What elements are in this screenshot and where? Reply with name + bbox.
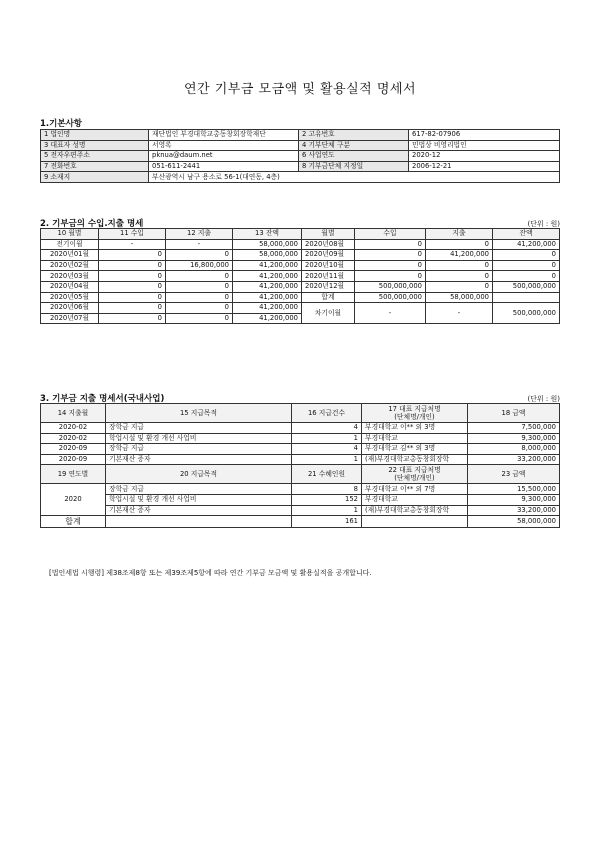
- table-row: [41, 444, 560, 455]
- amount-cell: 15,500,000: [468, 484, 560, 495]
- expense-cell: 0: [166, 250, 233, 261]
- header-cell: 18 금액: [468, 404, 560, 423]
- recipient-cell: 부경대학교 이** 외 7명: [362, 484, 468, 495]
- count-cell: 152: [292, 494, 362, 505]
- count-cell: 4: [292, 423, 362, 434]
- value-cell: 2020-12: [409, 151, 560, 162]
- recipient-cell: (재)부경대학교총동창회장학: [362, 454, 468, 465]
- address-cell: 부산광역시 남구 용소로 56-1(대연동, 4층): [149, 172, 560, 183]
- value-cell: 2006-12-21: [409, 161, 560, 172]
- month-cell: 2020년12월: [302, 281, 355, 292]
- amount-cell: 7,500,000: [468, 423, 560, 434]
- balance-cell: 0: [493, 260, 560, 271]
- header-cell: 잔액: [493, 229, 560, 240]
- count-cell: 161: [292, 516, 362, 528]
- header-row: [41, 404, 560, 423]
- month-cell: 2020년11월: [302, 271, 355, 282]
- balance-cell: 41,200,000: [233, 313, 302, 324]
- expenditure-table: [40, 403, 560, 528]
- header-cell: 15 지급목적: [106, 404, 292, 423]
- label-cell: 7 전화번호: [41, 161, 149, 172]
- empty-cell: [362, 516, 468, 528]
- total-label-cell: 합계: [41, 516, 106, 528]
- header-cell: 11 수입: [99, 229, 166, 240]
- header-cell: 10 월별: [41, 229, 99, 240]
- balance-cell: 41,200,000: [493, 239, 560, 250]
- total-label-cell: 합계: [302, 292, 355, 303]
- legal-note: [법인세법 시행령] 제38조제8항 또는 제39조제5항에 따라 연간 기부금 모금액 및 활용실적을 공개합니다.: [49, 569, 372, 577]
- purpose-cell: 기본재산 증자: [106, 505, 292, 516]
- header-cell: 20 지급목적: [106, 465, 292, 484]
- purpose-cell: 학업시설 및 환경 개선 사업비: [106, 494, 292, 505]
- month-cell: 2020년02월: [41, 260, 99, 271]
- count-cell: 1: [292, 505, 362, 516]
- table-row: [41, 454, 560, 465]
- balance-cell: 0: [493, 250, 560, 261]
- income-expense-table: [40, 228, 560, 324]
- amount-cell: 8,000,000: [468, 444, 560, 455]
- count-cell: 1: [292, 454, 362, 465]
- income-cell: 0: [99, 281, 166, 292]
- count-cell: 1: [292, 433, 362, 444]
- income-cell: 500,000,000: [355, 292, 426, 303]
- table-row: [41, 281, 560, 292]
- table-row: [41, 271, 560, 282]
- month-cell: 2020-09: [41, 444, 106, 455]
- table-row: [41, 151, 560, 162]
- basic-info-table: [40, 129, 560, 183]
- table-row: [41, 130, 560, 141]
- table-row: [41, 250, 560, 261]
- income-cell: 0: [99, 271, 166, 282]
- expense-cell: 0: [166, 292, 233, 303]
- balance-cell: 500,000,000: [493, 281, 560, 292]
- amount-cell: 33,200,000: [468, 505, 560, 516]
- value-cell: 617-82-07906: [409, 130, 560, 141]
- income-cell: -: [355, 303, 426, 324]
- section2-unit: (단위 : 원): [527, 220, 560, 228]
- expense-cell: 41,200,000: [426, 250, 493, 261]
- balance-cell: 58,000,000: [233, 250, 302, 261]
- recipient-cell: 부경대학교: [362, 433, 468, 444]
- month-cell: 2020년07월: [41, 313, 99, 324]
- count-cell: 4: [292, 444, 362, 455]
- purpose-cell: 장학금 지급: [106, 444, 292, 455]
- header-cell: 13 잔액: [233, 229, 302, 240]
- month-cell: 2020년08월: [302, 239, 355, 250]
- section1-heading: 1.기본사항: [40, 119, 82, 129]
- header-cell: 지출: [426, 229, 493, 240]
- value-cell: pknua@daum.net: [149, 151, 299, 162]
- value-cell: 민법상 비영리법인: [409, 140, 560, 151]
- expense-cell: -: [426, 303, 493, 324]
- header-cell: 21 수혜인원: [292, 465, 362, 484]
- recipient-cell: (재)부경대학교총동창회장학: [362, 505, 468, 516]
- table-row: [41, 433, 560, 444]
- page-title: 연간 기부금 모금액 및 활용실적 명세서: [183, 82, 417, 97]
- table-row: [41, 140, 560, 151]
- table-row: [41, 423, 560, 434]
- income-cell: 0: [355, 260, 426, 271]
- balance-cell: 41,200,000: [233, 281, 302, 292]
- header-cell: 월별: [302, 229, 355, 240]
- recipient-cell: 부경대학교 김** 외 3명: [362, 444, 468, 455]
- income-cell: 0: [99, 292, 166, 303]
- header-cell: 22 대표 지급처명 (단체명/개인): [362, 465, 468, 484]
- month-cell: 2020년05월: [41, 292, 99, 303]
- month-cell: 2020년06월: [41, 303, 99, 314]
- label-cell: 1 법인명: [41, 130, 149, 141]
- expense-cell: 0: [166, 271, 233, 282]
- carry-label-cell: 차기이월: [302, 303, 355, 324]
- balance-cell: 41,200,000: [233, 260, 302, 271]
- month-cell: 2020년03월: [41, 271, 99, 282]
- income-cell: 0: [99, 303, 166, 314]
- expense-cell: 0: [426, 271, 493, 282]
- income-cell: 0: [99, 250, 166, 261]
- header-cell: 수입: [355, 229, 426, 240]
- header-cell: 16 지급건수: [292, 404, 362, 423]
- month-cell: 2020-02: [41, 433, 106, 444]
- expense-cell: 16,800,000: [166, 260, 233, 271]
- recipient-cell: 부경대학교: [362, 494, 468, 505]
- recipient-cell: 부경대학교 이** 외 3명: [362, 423, 468, 434]
- label-cell: 6 사업연도: [299, 151, 409, 162]
- label-cell: 3 대표자 성명: [41, 140, 149, 151]
- expense-cell: 0: [426, 281, 493, 292]
- balance-cell: 41,200,000: [233, 292, 302, 303]
- balance-cell: 500,000,000: [493, 303, 560, 324]
- balance-cell: 41,200,000: [233, 271, 302, 282]
- header-cell: 23 금액: [468, 465, 560, 484]
- value-cell: 051-611-2441: [149, 161, 299, 172]
- label-cell: 4 기부단체 구분: [299, 140, 409, 151]
- month-cell: 2020년01월: [41, 250, 99, 261]
- table-row: [41, 239, 560, 250]
- header-cell: 12 지출: [166, 229, 233, 240]
- header-cell: 19 연도별: [41, 465, 106, 484]
- income-cell: 0: [355, 239, 426, 250]
- expense-cell: 58,000,000: [426, 292, 493, 303]
- amount-cell: 9,300,000: [468, 433, 560, 444]
- total-row: [41, 516, 560, 528]
- table-row: [41, 505, 560, 516]
- month-cell: 2020-02: [41, 423, 106, 434]
- expense-cell: 0: [426, 239, 493, 250]
- value-cell: 재단법인 부경대학교총동창회장학재단: [149, 130, 299, 141]
- section3-unit: (단위 : 원): [527, 395, 560, 403]
- expense-cell: -: [166, 239, 233, 250]
- header-cell: 14 지출월: [41, 404, 106, 423]
- income-cell: 0: [99, 313, 166, 324]
- income-cell: 0: [355, 271, 426, 282]
- expense-cell: 0: [426, 260, 493, 271]
- header-row: [41, 229, 560, 240]
- label-cell: 2 고유번호: [299, 130, 409, 141]
- section3-heading: 3. 기부금 지출 명세서(국내사업): [40, 394, 165, 404]
- table-row: [41, 484, 560, 495]
- count-cell: 8: [292, 484, 362, 495]
- purpose-cell: 장학금 지급: [106, 484, 292, 495]
- income-cell: 0: [355, 250, 426, 261]
- value-cell: 서영록: [149, 140, 299, 151]
- table-row: [41, 303, 560, 314]
- amount-cell: 9,300,000: [468, 494, 560, 505]
- header-cell: 17 대표 지급처명 (단체명/개인): [362, 404, 468, 423]
- table-row: [41, 292, 560, 303]
- header-row: [41, 465, 560, 484]
- month-cell: 2020년10월: [302, 260, 355, 271]
- expense-cell: 0: [166, 313, 233, 324]
- label-cell: 8 기부금단체 지정일: [299, 161, 409, 172]
- balance-cell: 41,200,000: [233, 303, 302, 314]
- balance-cell: 0: [493, 271, 560, 282]
- purpose-cell: 기본재산 증자: [106, 454, 292, 465]
- section2-heading: 2. 기부금의 수입.지출 명세: [40, 219, 144, 229]
- month-cell: 2020년09월: [302, 250, 355, 261]
- month-cell: 2020-09: [41, 454, 106, 465]
- table-row: [41, 494, 560, 505]
- amount-cell: 58,000,000: [468, 516, 560, 528]
- expense-cell: 0: [166, 281, 233, 292]
- income-cell: 0: [99, 260, 166, 271]
- balance-cell: 58,000,000: [233, 239, 302, 250]
- month-cell: 2020년04월: [41, 281, 99, 292]
- table-row: [41, 172, 560, 183]
- table-row: [41, 260, 560, 271]
- month-cell: 전기이월: [41, 239, 99, 250]
- purpose-cell: 학업시설 및 환경 개선 사업비: [106, 433, 292, 444]
- table-row: [41, 161, 560, 172]
- label-cell: 5 전자우편주소: [41, 151, 149, 162]
- purpose-cell: 장학금 지급: [106, 423, 292, 434]
- income-cell: 500,000,000: [355, 281, 426, 292]
- income-cell: -: [99, 239, 166, 250]
- label-cell: 9 소재지: [41, 172, 149, 183]
- expense-cell: 0: [166, 303, 233, 314]
- balance-cell: [493, 292, 560, 303]
- year-cell: 2020: [41, 484, 106, 516]
- amount-cell: 33,200,000: [468, 454, 560, 465]
- empty-cell: [106, 516, 292, 528]
